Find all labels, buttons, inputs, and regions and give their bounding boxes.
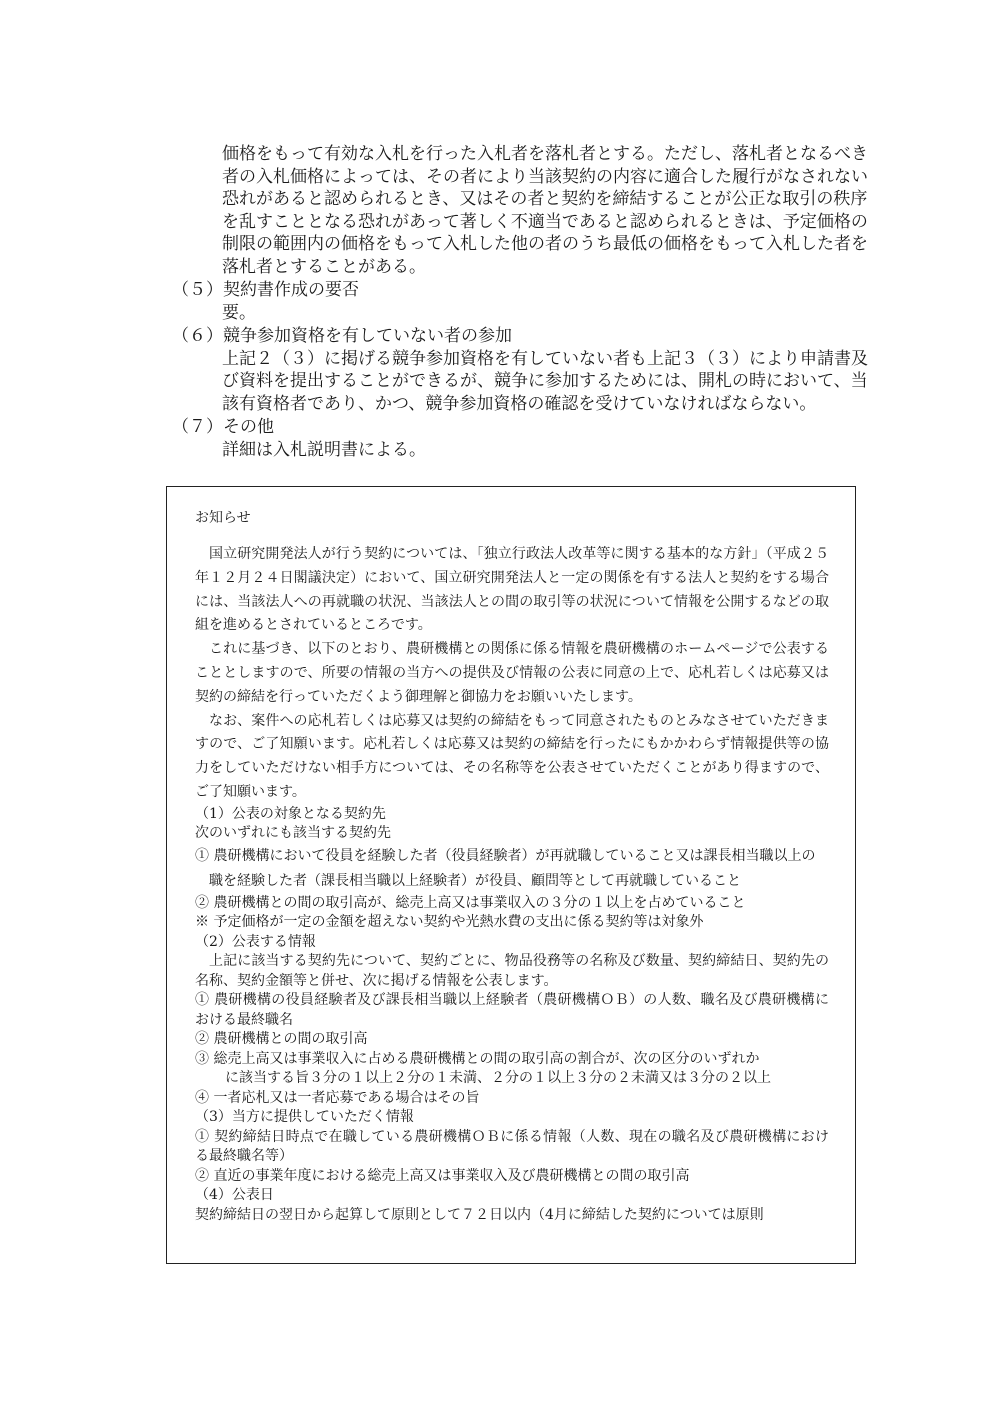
section-2-item-2: ② 農研機構との間の取引高 bbox=[195, 1031, 368, 1048]
section-1-item-2: ② 農研機構との間の取引高が、総売上高又は事業収入の３分の１以上を占めていること bbox=[195, 894, 746, 911]
section-2-item-3: ③ 総売上高又は事業収入に占める農研機構との間の取引高の割合が、次の区分のいずれか bbox=[195, 1050, 760, 1067]
section-1-subtitle: 次のいずれにも該当する契約先 bbox=[195, 825, 391, 842]
section-3-item-2: ② 直近の事業年度における総売上高又は事業収入及び農研機構との間の取引高 bbox=[195, 1167, 690, 1184]
section-7-text: 詳細は入札説明書による。 bbox=[222, 439, 426, 460]
notice-title: お知らせ bbox=[195, 510, 251, 526]
section-1-item-1: ① 農研機構において役員を経験した者（役員経験者）が再就職していること又は課長相当職以上の職を経験した者（課長相当職以上経験者）が役員、顧問等として再就職していること bbox=[195, 847, 816, 889]
notice-paragraph-1: 国立研究開発法人が行う契約については、「独立行政法人改革等に関する基本的な方針」（平成２５年１２月２４日閣議決定）において、国立研究開発法人と一定の関係を有する法人と契約をする場合には、当該法人への再就職の状況、当該法人との間の取引等の状況について情報を公開するなどの取組を進めるとされているところです。 bbox=[195, 546, 829, 634]
section-1-title: （1）公表の対象となる契約先 bbox=[195, 805, 386, 822]
section-5-text: 要。 bbox=[222, 302, 256, 323]
notice-paragraph-2: これに基づき、以下のとおり、農研機構との関係に係る情報を農研機構のホームページで公表することとしますので、所要の情報の当方への提供及び情報の公表に同意の上で、応札若しくは応募又は契約の締結を行っていただくよう御理解と御協力をお願いいたします。 bbox=[195, 641, 829, 705]
section-3-title: （3）当方に提供していただく情報 bbox=[195, 1109, 414, 1126]
section-4-title: （4）公表日 bbox=[195, 1187, 274, 1204]
notice-paragraph-3: なお、案件への応札若しくは応募又は契約の締結をもって同意されたものとみなさせていただきますので、ご了知願います。応札若しくは応募又は契約の締結を行ったにもかかわらず情報提供等の協力をしていただけない相手方については、その名称等を公表させていただくことがあり得ますので、ご了知願います。 bbox=[195, 712, 829, 800]
section-4-description: 契約締結日の翌日から起算して原則として７２日以内（4月に締結した契約については原則 bbox=[195, 1206, 764, 1223]
section-2-item-1: ① 農研機構の役員経験者及び課長相当職以上経験者（農研機構ＯＢ）の人数、職名及び農研機構における最終職名 bbox=[195, 992, 829, 1028]
section-6-text: 上記２（３）に掲げる競争参加資格を有していない者も上記３（３）により申請書及び資料を提出することができるが、競争に参加するためには、開札の時において、当該有資格者であり、かつ、競争参加資格の確認を受けていなければならない。 bbox=[222, 348, 868, 414]
section-7-heading: （７）その他 bbox=[172, 417, 274, 437]
bid-conditions bbox=[172, 143, 872, 462]
section-3-item-1: ① 契約締結日時点で在職している農研機構ＯＢに係る情報（人数、現在の職名及び農研機構における最終職名等） bbox=[195, 1128, 829, 1165]
section-2-description: 上記に該当する契約先について、契約ごとに、物品役務等の名称及び数量、契約締結日、契約先の名称、契約金額等と併せ、次に掲げる情報を公表します。 bbox=[195, 953, 829, 989]
section-2-item-3-detail: に該当する旨３分の１以上２分の１未満、２分の１以上３分の２未満又は３分の２以上 bbox=[225, 1070, 771, 1087]
award-condition-text: 価格をもって有効な入札を行った入札者を落札者とする。ただし、落札者となるべき者の入札価格によっては、その者により当該契約の内容に適合した履行がなされない恐れがあると認められるとき、又はその者と契約を締結することが公正な取引の秩序を乱すこととなる恐れがあって著しく不適当であると認められるときは、予定価格の制限の範囲内の価格をもって入札した他の者のうち最低の価格をもって入札した者を落札者とすることがある。 bbox=[222, 144, 868, 277]
section-2-item-4: ④ 一者応札又は一者応募である場合はその旨 bbox=[195, 1089, 480, 1106]
section-5-heading: （５）契約書作成の要否 bbox=[172, 280, 359, 300]
notice-box bbox=[166, 486, 856, 1264]
section-1-note: ※ 予定価格が一定の金額を超えない契約や光熱水費の支出に係る契約等は対象外 bbox=[195, 914, 704, 931]
section-6-heading: （６）競争参加資格を有していない者の参加 bbox=[172, 326, 512, 346]
section-2-title: （2）公表する情報 bbox=[195, 933, 316, 950]
